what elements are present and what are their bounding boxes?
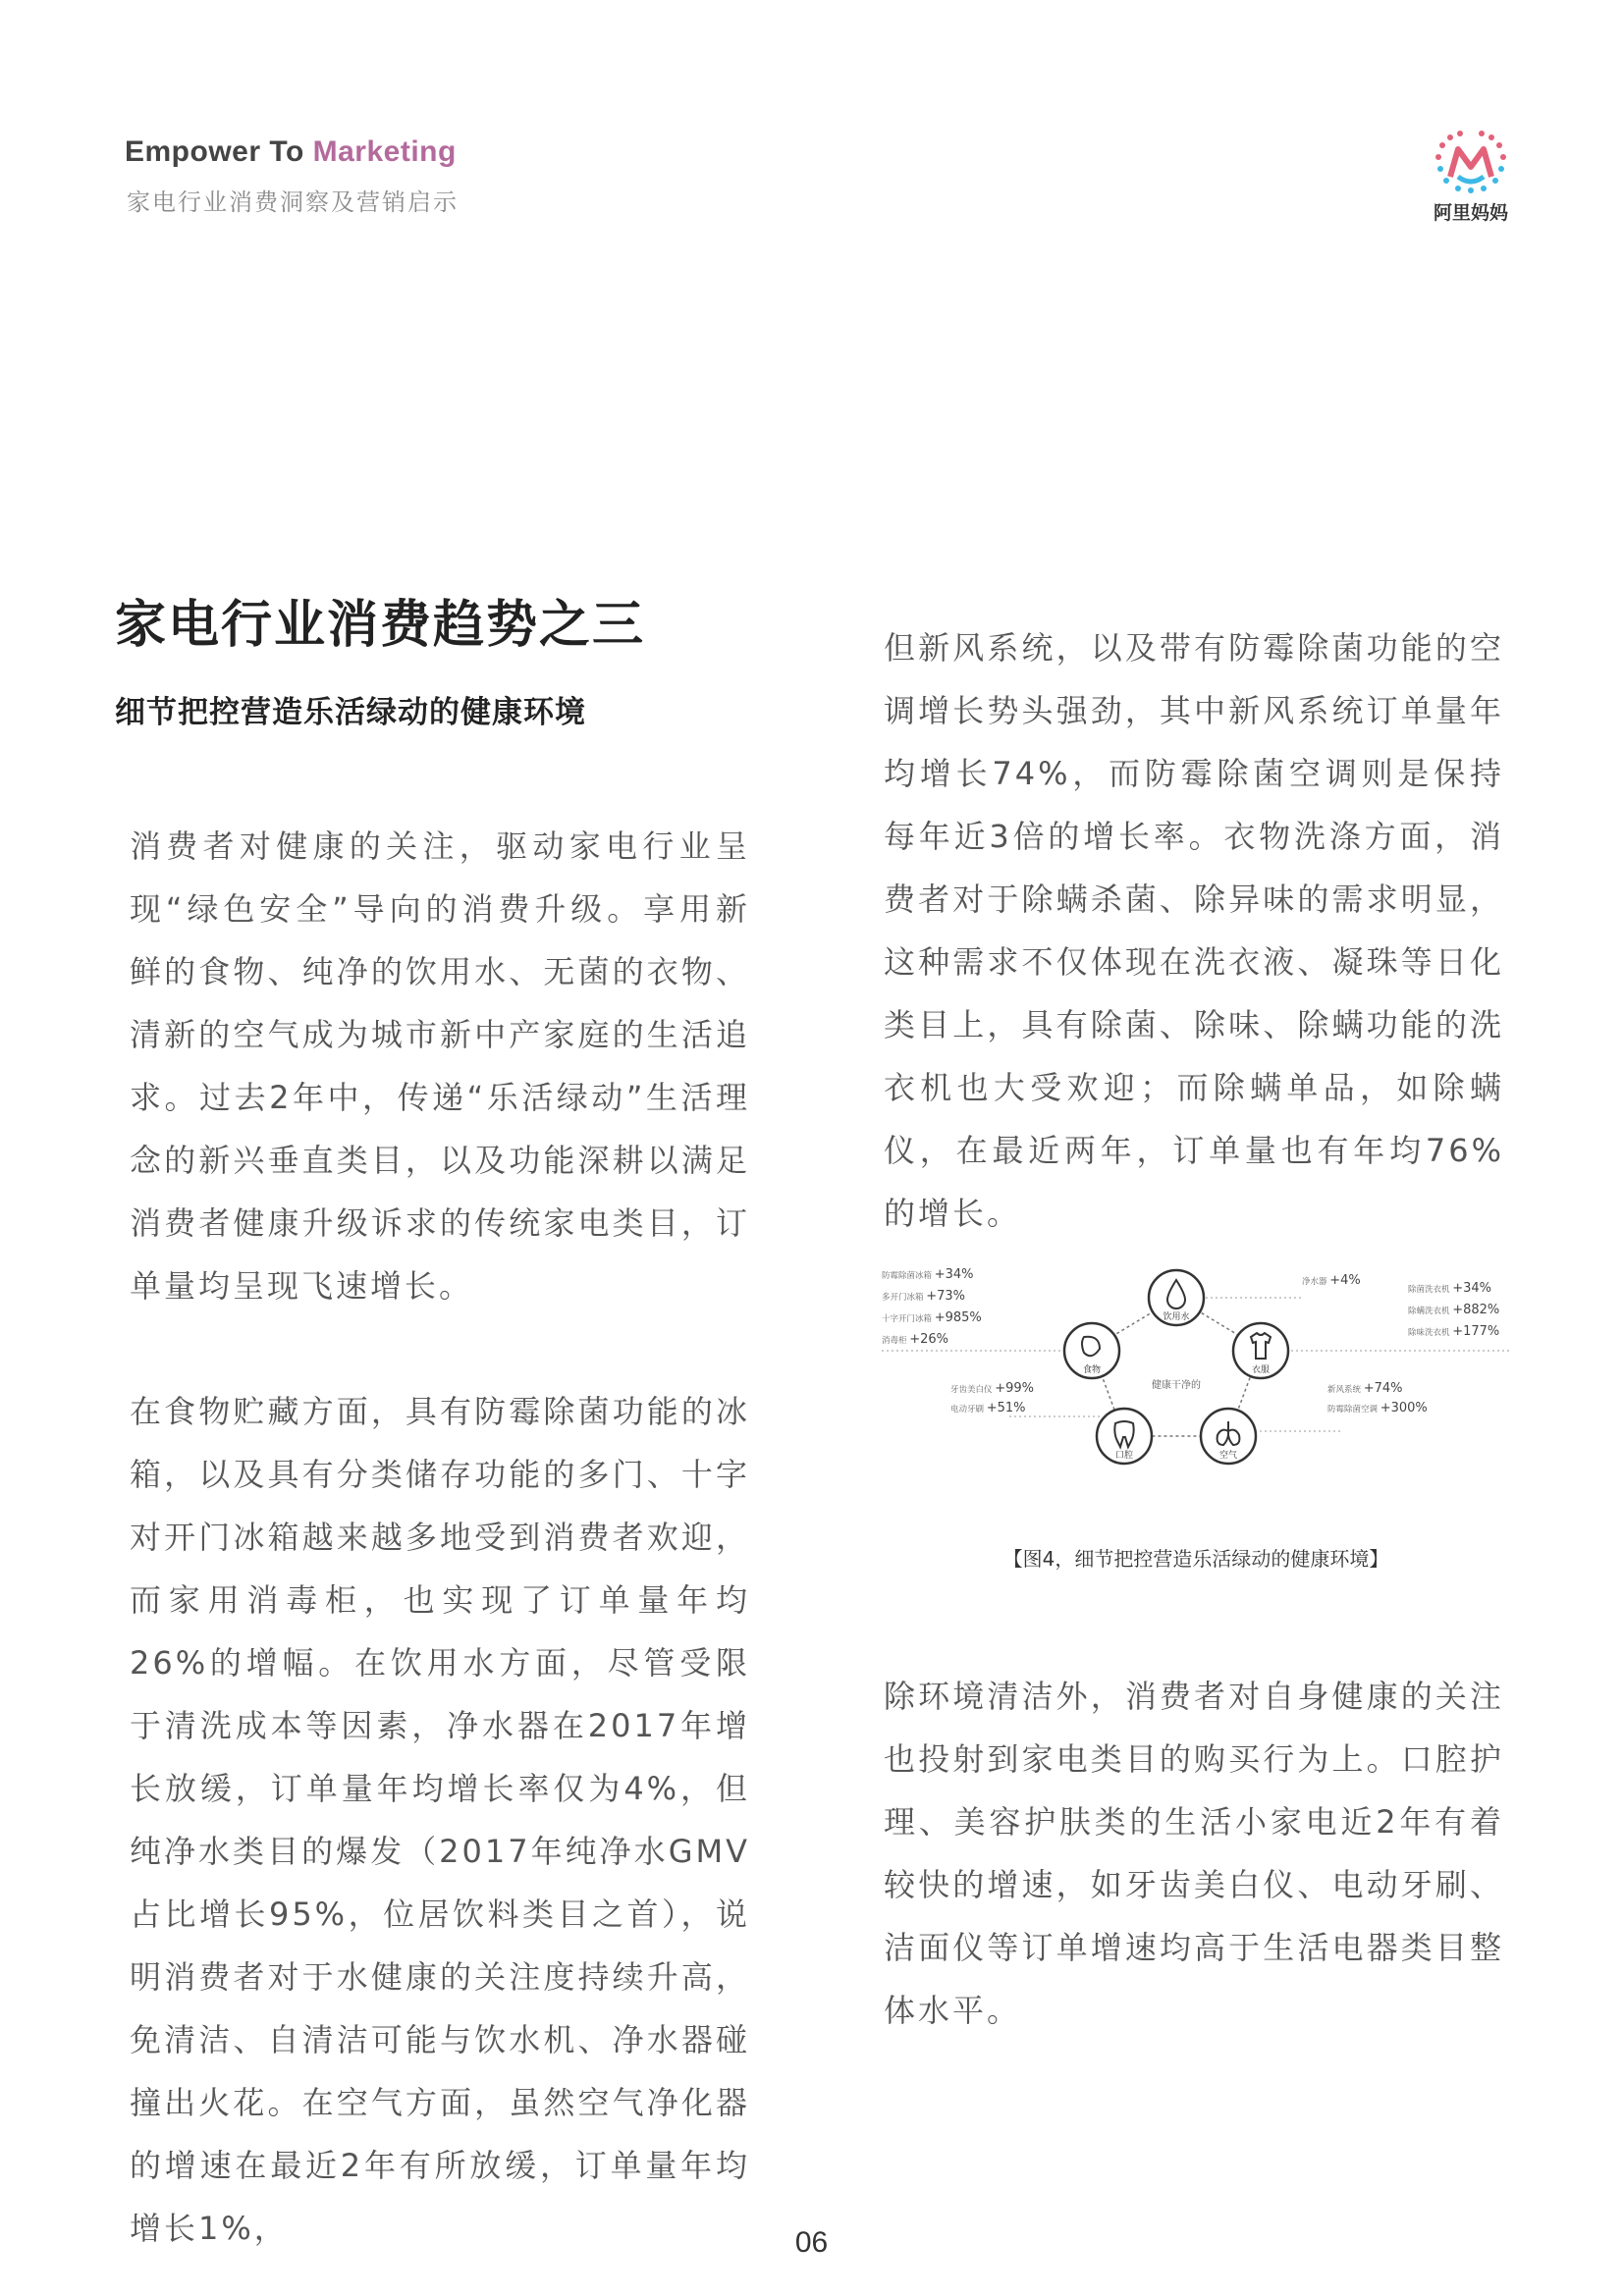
logo-text: 阿里妈妈 — [1433, 202, 1508, 224]
paragraph: 在食物贮藏方面，具有防霉除菌功能的冰箱，以及具有分类储存功能的多门、十字对开门冰箱越来越多地受到消费者欢迎，而家用消毒柜，也实现了订单量年均26%的增幅。在饮用水方面，尽管受限于清洗成本等因素，净水器在2017年增长放缓，订单量年均增长率仅为4%，但纯净水类目的爆发（2017年纯净水GMV占比增长95%，位居饮料类目之首），说明消费者对于水健康的关注度持续升高，免清洁、自清洁可能与饮水机、净水器碰撞出火花。在空气方面，虽然空气净化器的增速在最近2年有所放缓，订单量年均增长1%， — [130, 1393, 750, 2247]
svg-text:除菌洗衣机 +34%: 除菌洗衣机 +34% — [1408, 1281, 1492, 1296]
node-label: 饮用水 — [1163, 1312, 1190, 1322]
paragraph: 除环境清洁外，消费者对自身健康的关注也投射到家电类目的购买行为上。口腔护理、美容护肤类的生活小家电近2年有着较快的增速，如牙齿美白仪、电动牙刷、洁面仪等订单增速均高于生活电器类目整体水平。 — [884, 1678, 1504, 2029]
paragraph: 消费者对健康的关注，驱动家电行业呈现“绿色安全”导向的消费升级。享用新鲜的食物、纯净的饮用水、无菌的衣物、清新的空气成为城市新中产家庭的生活追求。过去2年中，传递“乐活绿动”生活理念的新兴垂直类目，以及功能深耕以满足消费者健康升级诉求的传统家电类目，订单量均呈现飞速增长。 — [130, 828, 750, 1305]
svg-text:新风系统 +74%: 新风系统 +74% — [1327, 1381, 1403, 1396]
node-label: 空气 — [1218, 1451, 1238, 1461]
stats-clothes — [1408, 1281, 1499, 1339]
stats-oral — [950, 1381, 1034, 1415]
svg-text:防霉除菌冰箱 +34%: 防霉除菌冰箱 +34% — [882, 1267, 974, 1282]
stats-water — [1302, 1273, 1361, 1288]
right-column-bottom — [884, 1665, 1504, 2042]
node-clothes — [1233, 1323, 1288, 1378]
figure-caption: 【图4，细节把控营造乐活绿动的健康环境】 — [1002, 1547, 1389, 1571]
center-label: 健康干净的 — [1152, 1380, 1201, 1391]
document-subtitle: 家电行业消费洞察及营销启示 — [127, 188, 459, 216]
node-water — [1149, 1270, 1204, 1325]
paragraph: 但新风系统，以及带有防霉除菌功能的空调增长势头强劲，其中新风系统订单量年均增长74%，而防霉除菌空调则是保持每年近3倍的增长率。衣物洗涤方面，消费者对于除螨杀菌、除异味的需求明显，这种需求不仅体现在洗衣液、凝珠等日化类目上，具有除菌、除味、除螨功能的洗衣机也大受欢迎；而除螨单品，如除螨仪，在最近两年，订单量也有年均76%的增长。 — [884, 629, 1504, 1232]
health-environment-figure — [882, 1245, 1510, 1500]
node-oral — [1097, 1409, 1152, 1464]
svg-text:多开门冰箱 +73%: 多开门冰箱 +73% — [882, 1289, 966, 1304]
svg-text:除螨洗衣机 +882%: 除螨洗衣机 +882% — [1408, 1303, 1500, 1317]
figure-diagram — [882, 1245, 1510, 1500]
svg-text:除味洗衣机 +177%: 除味洗衣机 +177% — [1408, 1324, 1500, 1339]
stats-air — [1327, 1381, 1428, 1415]
page-number: 06 — [794, 2226, 829, 2259]
brand-title-part1: Empower To — [125, 135, 313, 168]
svg-text:牙齿美白仪 +99%: 牙齿美白仪 +99% — [950, 1381, 1035, 1396]
svg-text:十字开门冰箱 +985%: 十字开门冰箱 +985% — [882, 1310, 982, 1325]
right-column-top — [884, 616, 1504, 1245]
section-subtitle: 细节把控营造乐活绿动的健康环境 — [115, 695, 586, 730]
left-column — [130, 815, 750, 2260]
svg-text:净水器 +4%: 净水器 +4% — [1302, 1273, 1361, 1288]
svg-text:消毒柜 +26%: 消毒柜 +26% — [882, 1332, 949, 1347]
node-label: 口腔 — [1114, 1451, 1134, 1461]
logo-mark-icon — [1429, 128, 1513, 198]
brand-title — [125, 135, 457, 169]
svg-text:防霉除菌空调 +300%: 防霉除菌空调 +300% — [1327, 1401, 1428, 1415]
page-title: 家电行业消费趋势之三 — [115, 596, 646, 655]
alimama-logo — [1429, 128, 1513, 226]
node-air — [1201, 1409, 1256, 1464]
node-label: 食物 — [1082, 1365, 1102, 1375]
node-food — [1064, 1323, 1119, 1378]
brand-title-part2: Marketing — [312, 135, 457, 168]
svg-text:电动牙刷 +51%: 电动牙刷 +51% — [950, 1401, 1026, 1415]
node-label: 衣服 — [1251, 1365, 1271, 1375]
stats-food — [882, 1267, 982, 1347]
